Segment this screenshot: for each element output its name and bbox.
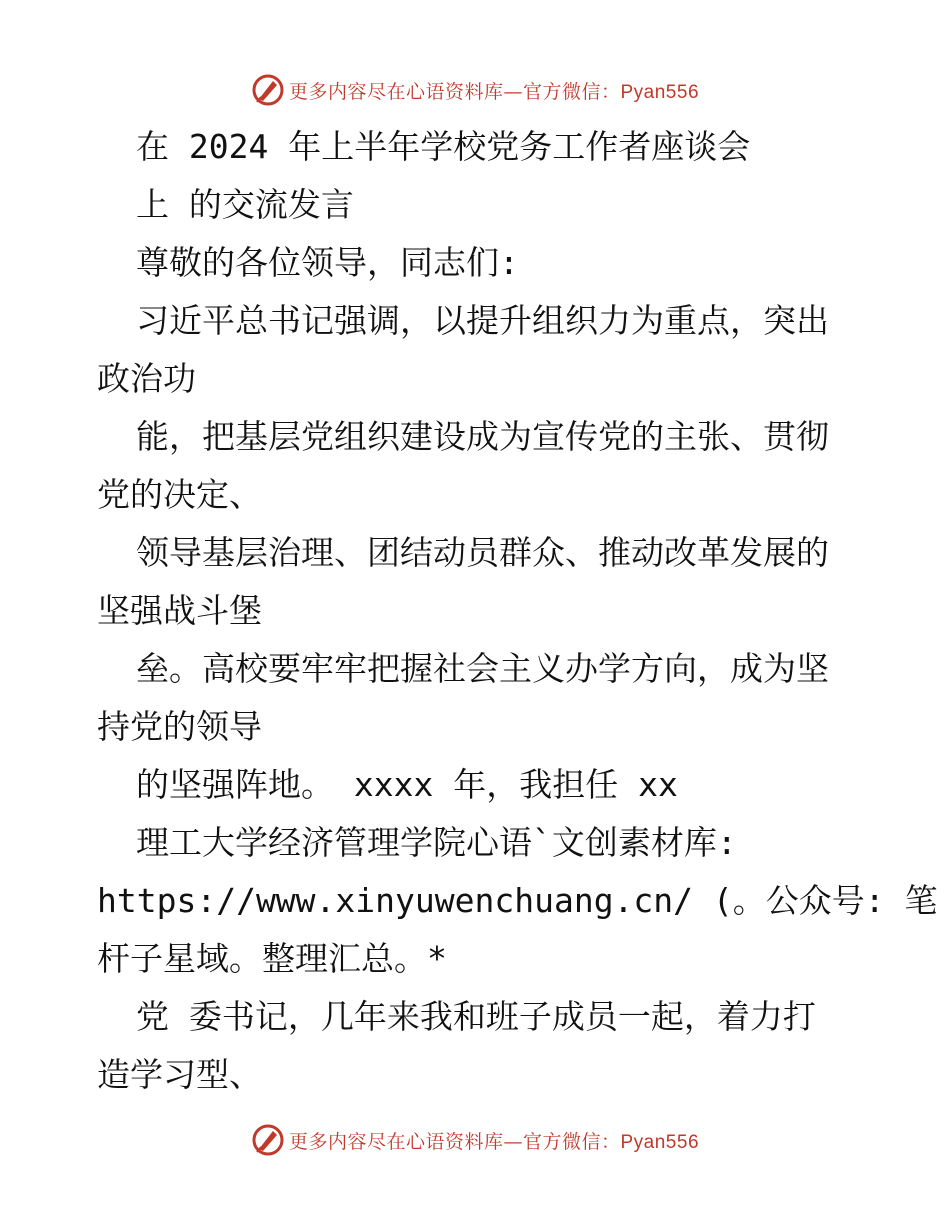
text-line: 造学习型、 (97, 1055, 262, 1094)
text-line: 的坚强阵地。 xxxx 年，我担任 xx (136, 765, 678, 804)
text-line: 党的决定、 (97, 475, 262, 514)
text-line: 杆子星域。整理汇总。* (97, 939, 447, 978)
banner-wechat-id: Pyan556 (620, 81, 700, 103)
text-line: 尊敬的各位领导，同志们: (136, 243, 519, 282)
text-line: 垒。高校要牢牢把握社会主义办学方向，成为坚 (136, 649, 829, 688)
banner-label: 更多内容尽在心语资料库—官方微信： (288, 80, 621, 103)
banner-text (289, 77, 699, 104)
banner-wechat-id: Pyan556 (620, 1131, 700, 1153)
quill-pen-logo-icon (251, 73, 285, 107)
text-line: 领导基层治理、团结动员群众、推动改革发展的 (136, 533, 829, 572)
text-line: 在 2024 年上半年学校党务工作者座谈会 (136, 127, 751, 166)
document-body (97, 118, 938, 1104)
footer-banner (0, 1120, 950, 1160)
text-line: 习近平总书记强调，以提升组织力为重点，突出 (136, 301, 829, 340)
text-line: 持党的领导 (97, 707, 262, 746)
text-line: 理工大学经济管理学院心语`文创素材库: (136, 823, 737, 862)
text-line: 党 委书记，几年来我和班子成员一起，着力打 (136, 997, 816, 1036)
text-line: 能，把基层党组织建设成为宣传党的主张、贯彻 (136, 417, 829, 456)
quill-pen-logo-icon (251, 1123, 285, 1157)
text-line: https://www.xinyuwenchuang.cn/ (。公众号: 笔 (97, 881, 938, 920)
banner-text (289, 1127, 699, 1154)
header-banner (0, 70, 950, 110)
banner-label: 更多内容尽在心语资料库—官方微信： (288, 1130, 621, 1153)
text-line: 政治功 (97, 359, 196, 398)
text-line: 上 的交流发言 (136, 185, 354, 224)
text-line: 坚强战斗堡 (97, 591, 262, 630)
